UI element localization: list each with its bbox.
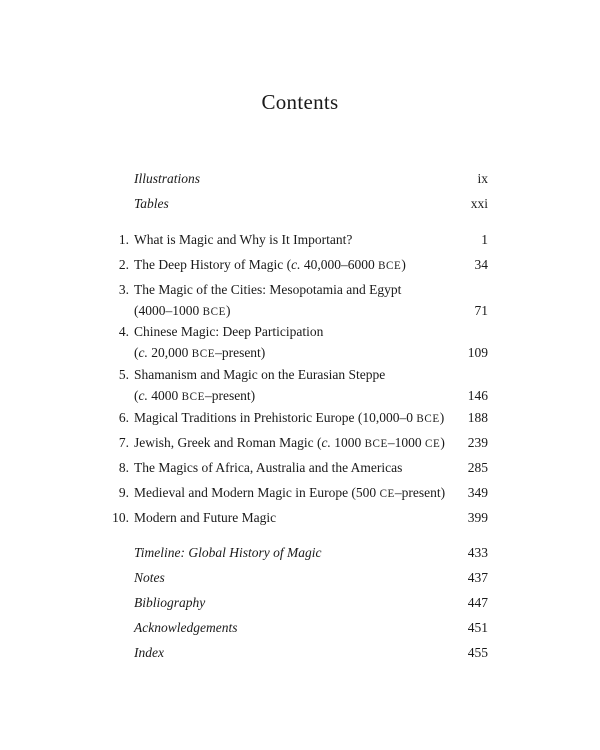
chapter-number: 5. [118,367,129,382]
toc-entry-chapter-6[interactable] [100,407,488,428]
entry-page: 109 [467,345,488,360]
chapter-number: 8. [118,460,129,475]
chapter-number: 2. [118,257,129,272]
chapter-number: 6. [118,410,129,425]
toc-entry-chapter-1[interactable] [100,229,488,250]
entry-page: 188 [467,410,488,425]
entry-title: Illustrations [134,171,201,186]
toc-entry-chapter-7[interactable] [100,432,488,453]
entry-title-line-1: Chinese Magic: Deep Participation [134,324,324,339]
toc-entry-chapter-5[interactable] [100,364,488,406]
chapter-number: 9. [118,485,129,500]
chapter-number: 4. [118,324,129,339]
entry-title: Timeline: Global History of Magic [134,545,322,560]
toc-entry-chapter-4[interactable] [100,321,488,363]
page-title: Contents [261,90,339,114]
entry-page: 34 [474,257,488,272]
entry-page: 437 [467,570,488,585]
entry-page: 71 [474,303,488,318]
toc-entry-timeline[interactable] [100,542,488,563]
entry-title-line-2: (4000–1000 BCE) [134,303,231,318]
entry-title: Modern and Future Magic [134,510,277,525]
entry-title-line-1: The Magic of the Cities: Mesopotamia and Egypt [134,282,402,297]
toc-entry-chapter-2[interactable] [100,254,488,275]
entry-page: 349 [467,485,488,500]
entry-title: Magical Traditions in Prehistoric Europe (10,000–0 BCE) [134,410,445,425]
toc-entry-acknowledgements[interactable] [100,617,488,638]
entry-title: Index [134,645,164,660]
entry-page: 399 [467,510,488,525]
entry-page: 455 [467,645,488,660]
entry-title: Tables [134,196,169,211]
entry-page: 451 [467,620,488,635]
entry-page: xxi [470,196,488,211]
entry-page: ix [477,171,488,186]
entry-title: Jewish, Greek and Roman Magic (c. 1000 BCE–1000 CE) [134,435,445,450]
entry-page: 285 [467,460,488,475]
entry-page: 1 [481,232,488,247]
toc-entry-tables[interactable] [100,193,488,214]
entry-title: The Deep History of Magic (c. 40,000–6000 BCE) [134,257,406,272]
toc-entry-chapter-10[interactable] [100,507,488,528]
toc-entry-notes[interactable] [100,567,488,588]
entry-page: 239 [467,435,488,450]
chapter-number: 7. [118,435,129,450]
toc-entry-index[interactable] [100,642,488,663]
entry-title-line-1: Shamanism and Magic on the Eurasian Steppe [134,367,386,382]
entry-page: 146 [467,388,488,403]
entry-title: Bibliography [134,595,206,610]
entry-title-line-2: (c. 20,000 BCE–present) [134,345,266,360]
chapter-number: 3. [118,282,129,297]
entry-title-line-2: (c. 4000 BCE–present) [134,388,256,403]
toc-entry-illustrations[interactable] [100,168,488,189]
entry-page: 433 [467,545,488,560]
chapter-number: 10. [112,510,129,525]
toc-entry-chapter-3[interactable] [100,279,488,321]
entry-title: Notes [134,570,165,585]
entry-title: The Magics of Africa, Australia and the Americas [134,460,403,475]
entry-title: Acknowledgements [134,620,238,635]
chapter-number: 1. [118,232,129,247]
toc-entry-bibliography[interactable] [100,592,488,613]
entry-title: Medieval and Modern Magic in Europe (500 CE–present) [134,485,446,500]
entry-page: 447 [467,595,488,610]
toc-entry-chapter-9[interactable] [100,482,488,503]
entry-title: What is Magic and Why is It Important? [134,232,353,247]
toc-entry-chapter-8[interactable] [100,457,488,478]
